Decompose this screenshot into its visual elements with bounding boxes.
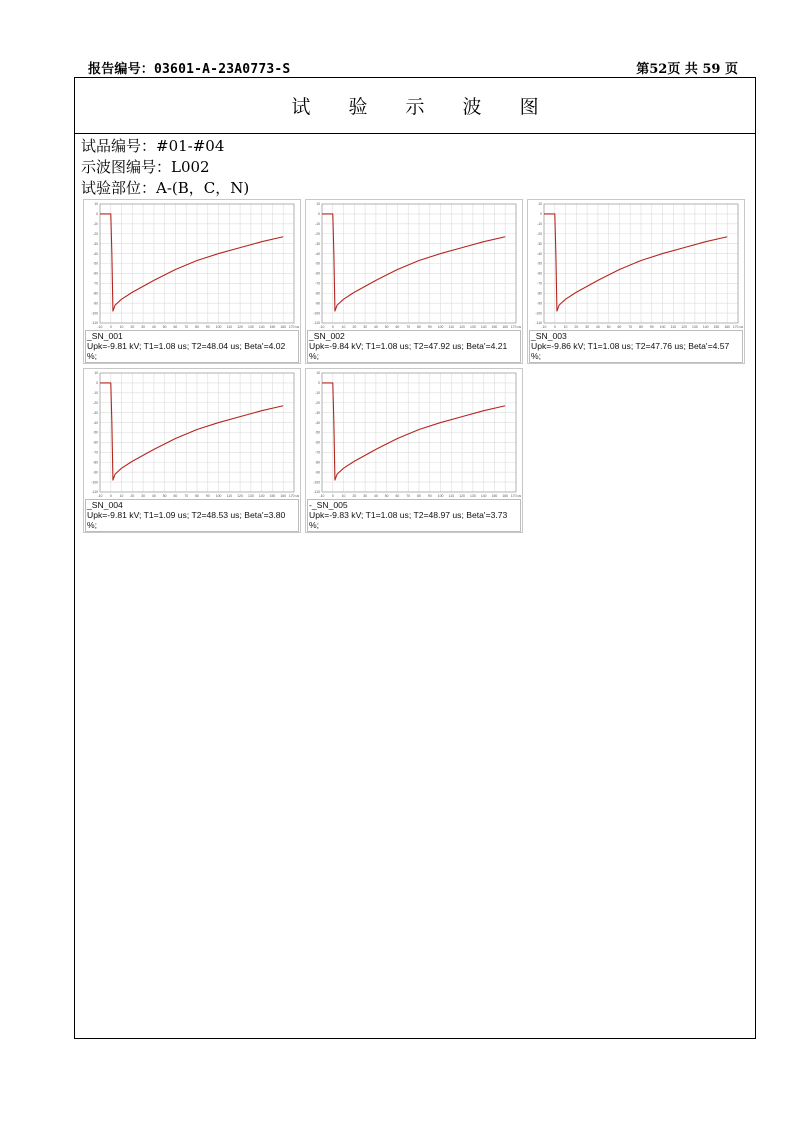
caption-line: %; bbox=[87, 351, 98, 361]
x-tick-label: 0 bbox=[109, 325, 112, 329]
y-tick-label: -10 bbox=[93, 222, 98, 227]
y-tick-label: 10 bbox=[316, 371, 320, 376]
y-tick-label: -90 bbox=[315, 470, 320, 475]
y-tick-label: 0 bbox=[96, 381, 98, 386]
y-tick-label: -80 bbox=[315, 460, 320, 465]
caption bbox=[87, 331, 297, 361]
x-tick-label: 0 bbox=[331, 494, 334, 498]
y-tick-label: 0 bbox=[318, 381, 320, 386]
waveform-chart bbox=[306, 369, 524, 499]
y-tick-label: -70 bbox=[93, 281, 98, 286]
caption-line: Upk=-9.81 kV; T1=1.09 us; T2=48.53 us; Beta'=3.80 bbox=[87, 510, 286, 520]
x-tick-label: 0 bbox=[553, 325, 556, 329]
x-tick-label: 80 bbox=[417, 325, 421, 329]
x-tick-label: 80 bbox=[195, 325, 199, 329]
x-tick-label: 50 bbox=[384, 494, 389, 498]
y-tick-label: -110 bbox=[535, 321, 542, 326]
x-tick-label: 110 bbox=[670, 325, 677, 329]
y-tick-label: -60 bbox=[93, 271, 98, 276]
x-tick-label: 170 us bbox=[288, 494, 300, 498]
y-tick-label: -70 bbox=[537, 281, 542, 286]
report-number: 报告编号：03601-A-23A0773-S bbox=[88, 62, 291, 77]
y-tick-label: -80 bbox=[93, 460, 98, 465]
y-tick-label: -70 bbox=[315, 450, 320, 455]
x-tick-label: 80 bbox=[195, 494, 199, 498]
y-tick-label: -110 bbox=[313, 321, 320, 326]
x-tick-label: 70 bbox=[628, 325, 633, 329]
y-tick-label: -70 bbox=[93, 450, 98, 455]
y-tick-label: -90 bbox=[93, 301, 98, 306]
y-tick-label: -20 bbox=[93, 400, 98, 405]
x-tick-label: 130 bbox=[470, 325, 476, 329]
y-tick-label: -60 bbox=[315, 440, 320, 445]
x-tick-label: 40 bbox=[595, 325, 600, 329]
y-tick-label: -80 bbox=[315, 291, 320, 296]
x-tick-label: 30 bbox=[363, 494, 368, 498]
x-tick-label: 70 bbox=[406, 494, 411, 498]
x-tick-label: 110 bbox=[448, 325, 455, 329]
x-tick-label: 140 bbox=[480, 494, 487, 498]
caption bbox=[309, 331, 519, 361]
y-tick-label: -10 bbox=[537, 222, 542, 227]
x-tick-label: 90 bbox=[205, 494, 210, 498]
x-tick-label: 50 bbox=[384, 325, 389, 329]
y-tick-label: -110 bbox=[91, 321, 98, 326]
y-tick-label: -90 bbox=[93, 470, 98, 475]
x-tick-label: 160 bbox=[280, 325, 287, 329]
x-tick-label: 30 bbox=[585, 325, 590, 329]
x-tick-label: 110 bbox=[448, 494, 455, 498]
x-tick-label: 0 bbox=[331, 325, 334, 329]
y-tick-label: -10 bbox=[315, 222, 320, 227]
x-tick-label: 170 us bbox=[510, 494, 522, 498]
x-tick-label: 130 bbox=[470, 494, 476, 498]
x-tick-label: -10 bbox=[97, 325, 103, 329]
waveform-trace bbox=[322, 383, 505, 480]
x-tick-label: 170 us bbox=[732, 325, 744, 329]
x-tick-label: 30 bbox=[141, 494, 146, 498]
caption-line: Upk=-9.81 kV; T1=1.08 us; T2=48.04 us; Beta'=4.02 bbox=[87, 341, 286, 351]
x-tick-label: -10 bbox=[319, 494, 325, 498]
x-tick-label: 110 bbox=[226, 494, 233, 498]
x-tick-label: 140 bbox=[258, 325, 265, 329]
x-tick-label: 40 bbox=[373, 494, 378, 498]
x-tick-label: 140 bbox=[258, 494, 265, 498]
x-tick-label: 20 bbox=[352, 494, 357, 498]
x-tick-label: 80 bbox=[417, 494, 421, 498]
oscillogram-panel bbox=[83, 368, 301, 533]
x-tick-label: 60 bbox=[173, 494, 178, 498]
y-tick-label: -60 bbox=[315, 271, 320, 276]
y-tick-label: -20 bbox=[537, 231, 542, 236]
y-tick-label: -50 bbox=[315, 430, 320, 435]
y-tick-label: -60 bbox=[537, 271, 542, 276]
test-position: 试验部位：A-(B，C，N) bbox=[81, 179, 250, 197]
waveform-chart bbox=[306, 200, 524, 330]
y-tick-label: -30 bbox=[315, 241, 320, 246]
x-tick-label: 160 bbox=[280, 494, 287, 498]
x-tick-label: 50 bbox=[162, 325, 167, 329]
y-tick-label: 0 bbox=[540, 212, 542, 217]
caption-line: %; bbox=[309, 520, 320, 530]
x-tick-label: 50 bbox=[606, 325, 611, 329]
caption-line: Upk=-9.86 kV; T1=1.08 us; T2=47.76 us; Beta'=4.57 bbox=[531, 341, 730, 351]
x-tick-label: -10 bbox=[319, 325, 325, 329]
y-tick-label: -40 bbox=[93, 251, 98, 256]
y-tick-label: 10 bbox=[316, 202, 320, 207]
x-tick-label: 60 bbox=[395, 494, 400, 498]
oscillogram-panel bbox=[305, 199, 523, 364]
caption-line: %; bbox=[531, 351, 542, 361]
x-tick-label: 130 bbox=[248, 325, 254, 329]
x-tick-label: 20 bbox=[130, 325, 135, 329]
y-tick-label: -10 bbox=[93, 391, 98, 396]
x-tick-label: 130 bbox=[692, 325, 698, 329]
specimen-number: 试品编号：#01-#04 bbox=[81, 137, 225, 155]
caption-line: Upk=-9.84 kV; T1=1.08 us; T2=47.92 us; Beta'=4.21 bbox=[309, 341, 508, 351]
x-tick-label: 90 bbox=[205, 325, 210, 329]
caption-line: -_SN_005 bbox=[309, 500, 348, 510]
waveform-chart bbox=[84, 200, 302, 330]
y-tick-label: 0 bbox=[318, 212, 320, 217]
x-tick-label: 140 bbox=[702, 325, 709, 329]
x-tick-label: 60 bbox=[395, 325, 400, 329]
y-tick-label: -50 bbox=[315, 261, 320, 266]
x-tick-label: 150 bbox=[269, 325, 276, 329]
y-tick-label: -110 bbox=[91, 490, 98, 495]
x-tick-label: 150 bbox=[491, 325, 498, 329]
x-tick-label: 170 us bbox=[510, 325, 522, 329]
y-tick-label: 10 bbox=[94, 202, 98, 207]
y-tick-label: -30 bbox=[315, 410, 320, 415]
y-tick-label: -20 bbox=[315, 231, 320, 236]
x-tick-label: 100 bbox=[215, 494, 222, 498]
caption-line: _SN_001 bbox=[87, 331, 123, 341]
y-tick-label: -10 bbox=[315, 391, 320, 396]
y-tick-label: -40 bbox=[537, 251, 542, 256]
x-tick-label: 120 bbox=[459, 494, 465, 498]
title-row bbox=[75, 78, 755, 134]
waveform-chart bbox=[84, 369, 302, 499]
x-tick-label: 20 bbox=[130, 494, 135, 498]
y-tick-label: -100 bbox=[313, 311, 320, 316]
oscillogram-panel bbox=[305, 368, 523, 533]
x-tick-label: 170 us bbox=[288, 325, 300, 329]
x-tick-label: 80 bbox=[639, 325, 643, 329]
y-tick-label: 0 bbox=[96, 212, 98, 217]
x-tick-label: 120 bbox=[237, 494, 243, 498]
x-tick-label: 10 bbox=[341, 325, 346, 329]
oscillogram-panel bbox=[527, 199, 745, 364]
x-tick-label: 150 bbox=[269, 494, 276, 498]
oscillogram-number: 示波图编号：L002 bbox=[81, 158, 210, 176]
y-tick-label: -50 bbox=[537, 261, 542, 266]
x-tick-label: 120 bbox=[681, 325, 687, 329]
x-tick-label: 20 bbox=[352, 325, 357, 329]
x-tick-label: 100 bbox=[659, 325, 666, 329]
x-tick-label: 100 bbox=[437, 494, 444, 498]
x-tick-label: 140 bbox=[480, 325, 487, 329]
y-tick-label: -90 bbox=[315, 301, 320, 306]
x-tick-label: 120 bbox=[237, 325, 243, 329]
caption-line: _SN_002 bbox=[309, 331, 345, 341]
x-tick-label: 130 bbox=[248, 494, 254, 498]
x-tick-label: 90 bbox=[427, 325, 432, 329]
caption-line: %; bbox=[87, 520, 98, 530]
y-tick-label: -30 bbox=[93, 241, 98, 246]
x-tick-label: 150 bbox=[713, 325, 720, 329]
caption bbox=[87, 500, 297, 530]
x-tick-label: 160 bbox=[724, 325, 731, 329]
y-tick-label: -20 bbox=[93, 231, 98, 236]
x-tick-label: 40 bbox=[373, 325, 378, 329]
waveform-trace bbox=[544, 214, 727, 311]
x-tick-label: 70 bbox=[406, 325, 411, 329]
caption-line: _SN_003 bbox=[531, 331, 567, 341]
waveform-trace bbox=[322, 214, 505, 311]
y-tick-label: -100 bbox=[313, 480, 320, 485]
page-info: 第52页 共 59 页 bbox=[636, 62, 738, 77]
caption-line: Upk=-9.83 kV; T1=1.08 us; T2=48.97 us; Beta'=3.73 bbox=[309, 510, 508, 520]
y-tick-label: -70 bbox=[315, 281, 320, 286]
x-tick-label: 160 bbox=[502, 325, 509, 329]
y-tick-label: -60 bbox=[93, 440, 98, 445]
caption-line: _SN_004 bbox=[87, 500, 123, 510]
x-tick-label: 70 bbox=[184, 494, 189, 498]
y-tick-label: -30 bbox=[537, 241, 542, 246]
y-tick-label: -100 bbox=[91, 480, 98, 485]
waveform-chart bbox=[528, 200, 746, 330]
y-tick-label: -90 bbox=[537, 301, 542, 306]
x-tick-label: 70 bbox=[184, 325, 189, 329]
x-tick-label: 10 bbox=[119, 325, 124, 329]
x-tick-label: 90 bbox=[427, 494, 432, 498]
y-tick-label: -80 bbox=[93, 291, 98, 296]
waveform-trace bbox=[100, 383, 283, 480]
x-tick-label: 150 bbox=[491, 494, 498, 498]
x-tick-label: 100 bbox=[215, 325, 222, 329]
y-tick-label: -40 bbox=[315, 420, 320, 425]
y-tick-label: -20 bbox=[315, 400, 320, 405]
page-title: 试 验 示 波 图 bbox=[291, 96, 555, 118]
x-tick-label: 20 bbox=[574, 325, 579, 329]
y-tick-label: -50 bbox=[93, 261, 98, 266]
y-tick-label: -100 bbox=[535, 311, 542, 316]
x-tick-label: 10 bbox=[119, 494, 124, 498]
x-tick-label: 60 bbox=[173, 325, 178, 329]
x-tick-label: 50 bbox=[162, 494, 167, 498]
x-tick-label: -10 bbox=[541, 325, 547, 329]
x-tick-label: -10 bbox=[97, 494, 103, 498]
x-tick-label: 120 bbox=[459, 325, 465, 329]
y-tick-label: -50 bbox=[93, 430, 98, 435]
waveform-trace bbox=[100, 214, 283, 311]
y-tick-label: -80 bbox=[537, 291, 542, 296]
x-tick-label: 10 bbox=[341, 494, 346, 498]
oscillogram-panel bbox=[83, 199, 301, 364]
y-tick-label: -30 bbox=[93, 410, 98, 415]
x-tick-label: 10 bbox=[563, 325, 568, 329]
y-tick-label: -110 bbox=[313, 490, 320, 495]
y-tick-label: -40 bbox=[315, 251, 320, 256]
caption bbox=[309, 500, 519, 530]
x-tick-label: 90 bbox=[649, 325, 654, 329]
x-tick-label: 100 bbox=[437, 325, 444, 329]
x-tick-label: 30 bbox=[141, 325, 146, 329]
y-tick-label: 10 bbox=[538, 202, 542, 207]
x-tick-label: 40 bbox=[151, 325, 156, 329]
x-tick-label: 110 bbox=[226, 325, 233, 329]
y-tick-label: -100 bbox=[91, 311, 98, 316]
caption-line: %; bbox=[309, 351, 320, 361]
caption bbox=[531, 331, 741, 361]
y-tick-label: 10 bbox=[94, 371, 98, 376]
x-tick-label: 60 bbox=[617, 325, 622, 329]
x-tick-label: 30 bbox=[363, 325, 368, 329]
x-tick-label: 0 bbox=[109, 494, 112, 498]
x-tick-label: 160 bbox=[502, 494, 509, 498]
y-tick-label: -40 bbox=[93, 420, 98, 425]
x-tick-label: 40 bbox=[151, 494, 156, 498]
